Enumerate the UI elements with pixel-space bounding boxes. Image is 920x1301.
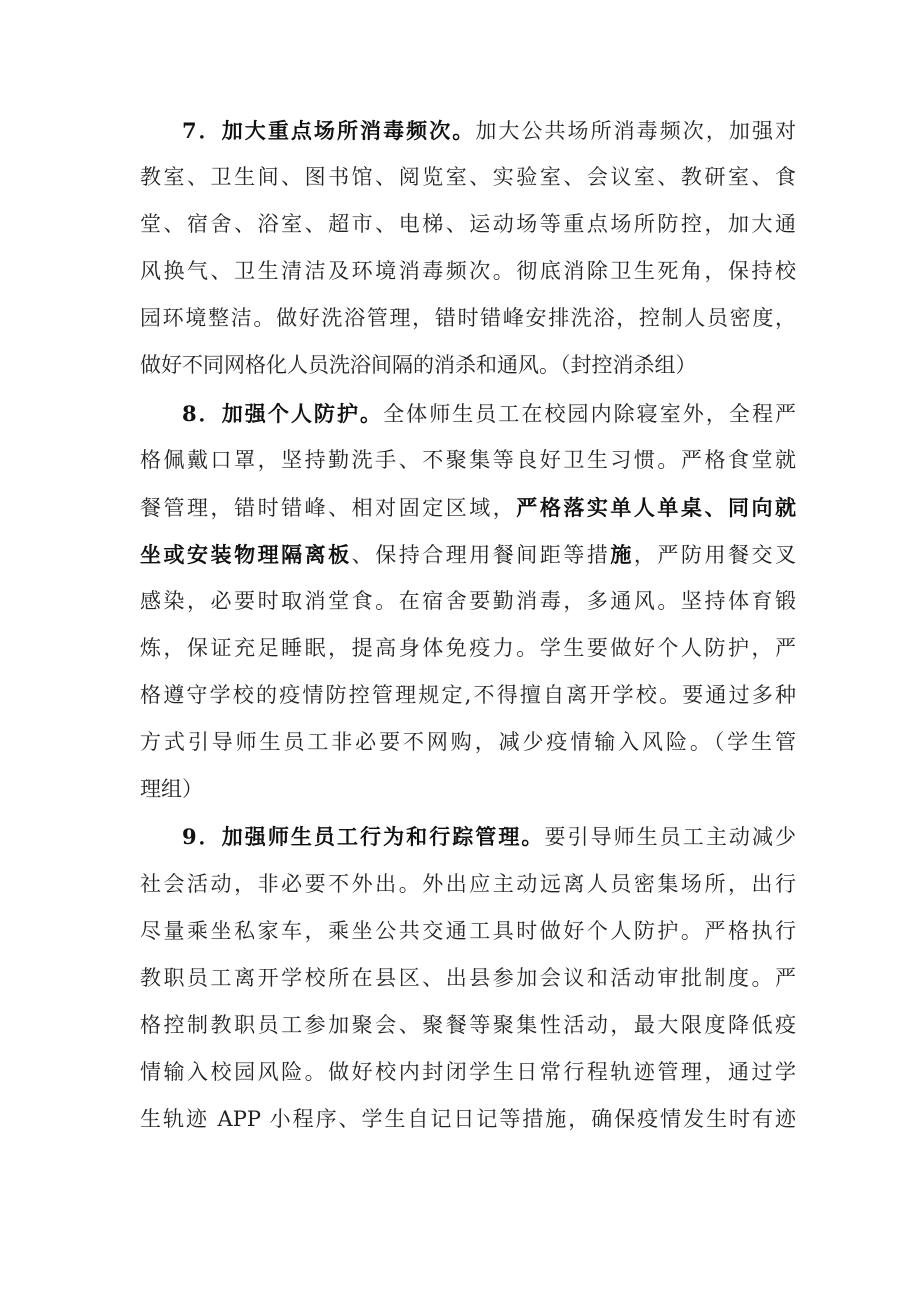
- text-segment: ，严防用餐交叉: [633, 542, 796, 567]
- paragraph-9-line: [140, 861, 796, 908]
- text-segment: 园环境整洁。做好洗浴管理，错时错峰安排洗浴，控制人员密度，: [140, 306, 796, 331]
- text-segment: 全体师生员工在校园内除寝室外，全程严: [383, 401, 796, 426]
- bold-text-segment: 7．加大重点场所消毒频次。: [182, 118, 476, 143]
- text-segment: 炼，保证充足睡眠，提高身体免疫力。学生要做好个人防护，严: [140, 636, 796, 661]
- paragraph-8-line: [140, 719, 796, 766]
- text-segment: 理组）: [140, 777, 203, 802]
- text-segment: 尽量乘坐私家车，乘坐公共交通工具时做好个人防护。严格执行: [140, 918, 796, 943]
- text-segment: 格遵守学校的疫情防控管理规定,不得擅自离开学校。要通过多种: [140, 683, 796, 708]
- paragraph-8-line: [140, 625, 796, 672]
- text-segment: 社会活动，非必要不外出。外出应主动远离人员密集场所，出行: [140, 871, 796, 896]
- paragraph-8-line: [140, 672, 796, 719]
- bold-text-segment: 坐或安装物理隔离板: [140, 541, 352, 567]
- text-segment: 教职员工离开学校所在县区、出县参加会议和活动审批制度。严: [140, 965, 796, 990]
- paragraph-9-line: [140, 1096, 796, 1143]
- text-segment: 生轨迹 APP 小程序、学生自记日记等措施，确保疫情发生时有迹: [140, 1106, 796, 1131]
- text-segment: 要引导师生员工主动减少: [544, 825, 796, 850]
- paragraph-9-line: [140, 908, 796, 955]
- text-segment: 格佩戴口罩，坚持勤洗手、不聚集等良好卫生习惯。严格食堂就: [140, 447, 796, 472]
- text-segment: 教室、卫生间、图书馆、阅览室、实验室、会议室、教研室、食: [140, 165, 796, 190]
- bold-text-segment: 施: [610, 541, 634, 567]
- text-segment: 做好不同网格化人员洗浴间隔的消杀和通风。（封控消杀组）: [140, 353, 697, 378]
- document-body: [140, 107, 796, 1143]
- text-segment: 风换气、卫生清洁及环境消毒频次。彻底消除卫生死角，保持校: [140, 259, 796, 284]
- text-segment: 格控制教职员工参加聚会、聚餐等聚集性活动，最大限度降低疫: [140, 1012, 796, 1037]
- paragraph-9-line: [140, 1049, 796, 1096]
- text-segment: 情输入校园风险。做好校内封闭学生日常行程轨迹管理，通过学: [140, 1059, 796, 1084]
- paragraph-8-line: [140, 531, 796, 578]
- paragraph-8-line: [140, 390, 796, 437]
- paragraph-8-line: [140, 437, 796, 484]
- text-segment: 餐管理，错时错峰、相对固定区域，: [140, 495, 517, 520]
- paragraph-9-line: [140, 813, 796, 860]
- text-segment: 感染，必要时取消堂食。在宿舍要勤消毒，多通风。坚持体育锻: [140, 588, 796, 613]
- paragraph-8-line: [140, 766, 796, 813]
- paragraph-7-line: [140, 342, 796, 389]
- bold-text-segment: 9．加强师生员工行为和行踪管理。: [182, 824, 545, 850]
- paragraph-7-line: [140, 107, 796, 154]
- text-segment: 、保持合理用餐间距等措: [351, 542, 611, 567]
- bold-text-segment: 8．加强个人防护。: [182, 400, 384, 426]
- paragraph-7-line: [140, 248, 796, 295]
- paragraph-7-line: [140, 201, 796, 248]
- paragraph-9-line: [140, 1002, 796, 1049]
- text-segment: 加大公共场所消毒频次，加强对: [475, 119, 796, 143]
- text-segment: 堂、宿舍、浴室、超市、电梯、运动场等重点场所防控，加大通: [140, 212, 796, 237]
- text-segment: 方式引导师生员工非必要不网购，减少疫情输入风险。（学生管: [140, 730, 796, 755]
- bold-text-segment: 严格落实单人单桌、同向就: [516, 494, 796, 520]
- paragraph-8-line: [140, 484, 796, 531]
- paragraph-7-line: [140, 295, 796, 342]
- paragraph-7-line: [140, 154, 796, 201]
- paragraph-8-line: [140, 578, 796, 625]
- paragraph-9-line: [140, 955, 796, 1002]
